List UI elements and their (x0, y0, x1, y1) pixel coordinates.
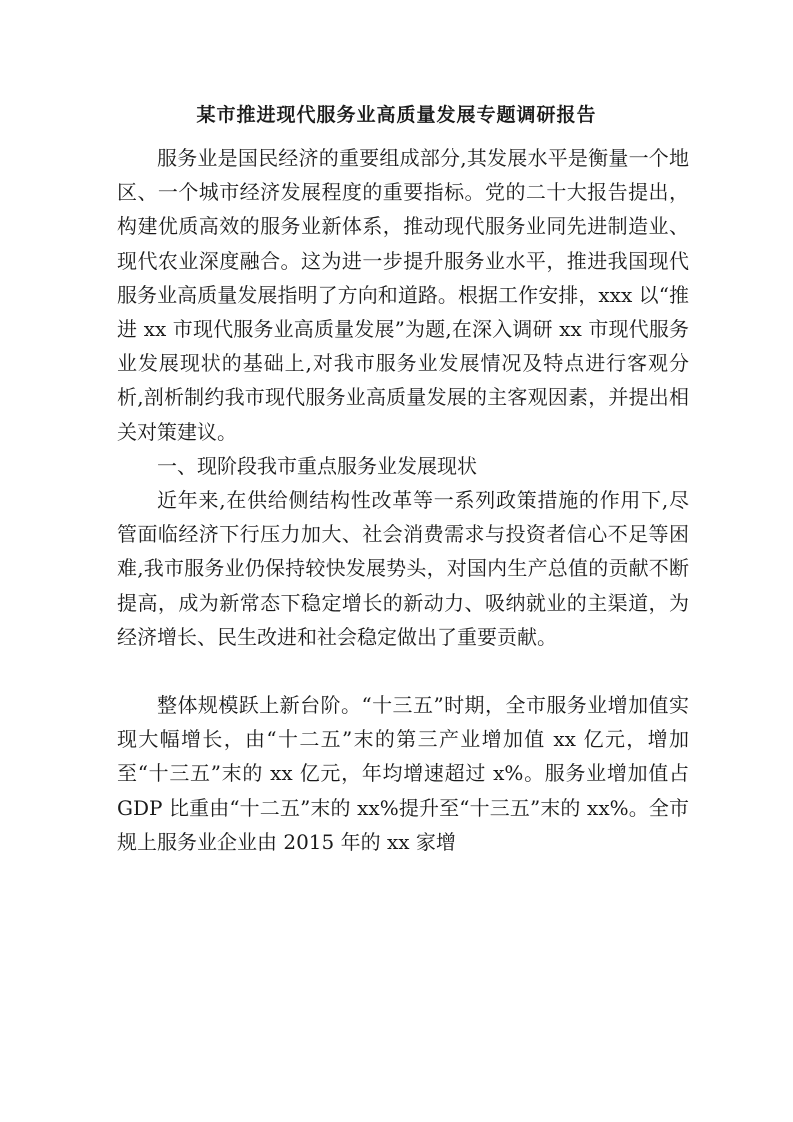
intro-paragraph: 服务业是国民经济的重要组成部分,其发展水平是衡量一个地区、一个城市经济发展程度的重要指标。党的二十大报告提出，构建优质高效的服务业新体系，推动现代服务业同先进制造业、现代农业深度融合。这为进一步提升服务业水平，推进我国现代服务业高质量发展指明了方向和道路。根据工作安排，xxx 以“推进 xx 市现代服务业高质量发展”为题,在深入调研 xx 市现代服务业发展现状的基础上,对我市服务业发展情况及特点进行客观分析,剖析制约我市现代服务业高质量发展的主客观因素，并提出相关对策建议。 (117, 146, 689, 444)
status-paragraph: 近年来,在供给侧结构性改革等一系列政策措施的作用下,尽管面临经济下行压力加大、社会消费需求与投资者信心不足等困难,我市服务业仍保持较快发展势头，对国内生产总值的贡献不断提高，成为新常态下稳定增长的新动力、吸纳就业的主渠道，为经济增长、民生改进和社会稳定做出了重要贡献。 (117, 488, 689, 649)
document-title: 某市推进现代服务业高质量发展专题调研报告 (196, 104, 597, 126)
section-heading: 一、现阶段我市重点服务业发展现状 (157, 453, 477, 478)
scale-paragraph: 整体规模跃上新台阶。“十三五”时期，全市服务业增加值实现大幅增长，由“十二五”末的第三产业增加值 xx 亿元，增加至“十三五”末的 xx 亿元，年均增速超过 x%。服务业增加值占 GDP 比重由“十二五”末的 xx%提升至“十三五”末的 xx%。全市规上服务业企业由 2015 年的 xx 家增 (117, 693, 689, 854)
document-body (117, 141, 689, 859)
